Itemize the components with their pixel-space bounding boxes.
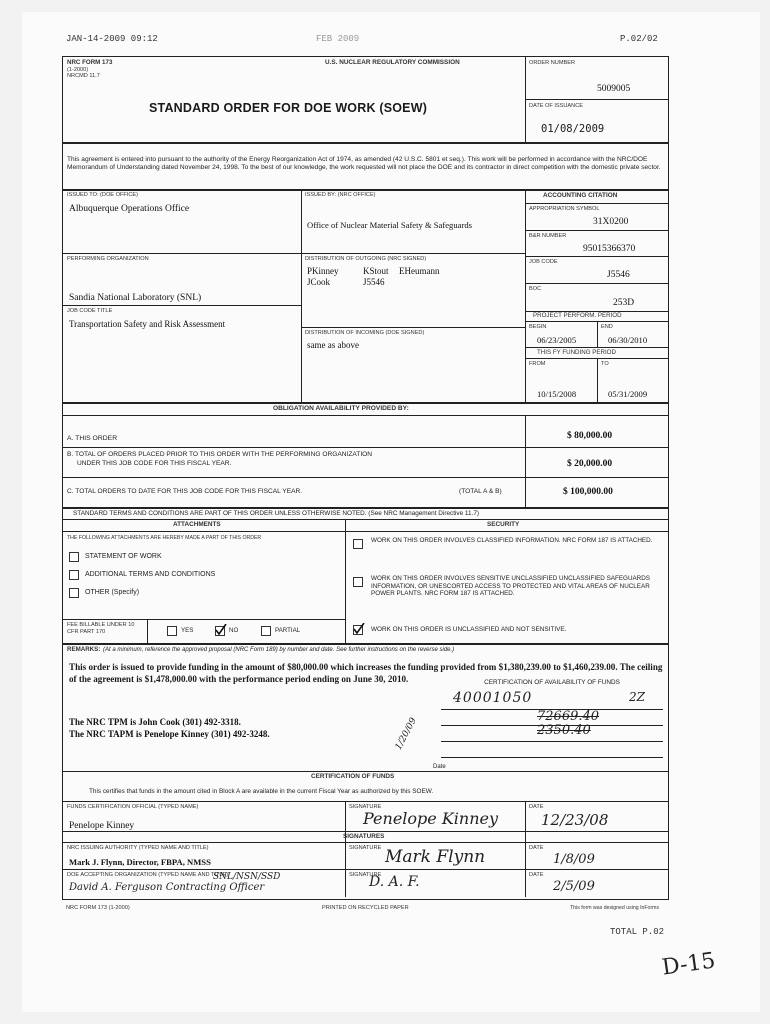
cert-text: This certifies that funds in the amount cited in Block A are available in the current Fiscal Year as authorized by this SOEW. [89,788,434,795]
stamp-date-label: Date [433,764,446,770]
obligation-heading: OBLIGATION AVAILABILITY PROVIDED BY: [273,405,409,412]
checkmark-icon [353,623,365,635]
cert-date-label: DATE [529,804,544,810]
stamp-amount-2: 2350.40 [537,723,591,738]
cert-date: 12/23/08 [541,811,609,829]
nrc-authority-label: NRC ISSUING AUTHORITY (TYPED NAME AND TITLE) [67,845,209,851]
issued-by-label: ISSUED BY: (NRC OFFICE) [305,192,376,198]
doe-signature: D. A. F. [369,874,420,890]
nrc-signature-label: SIGNATURE [349,845,382,851]
issuance-date-label: DATE OF ISSUANCE [529,103,583,109]
stamp-side-date: 1/20/09 [393,716,419,752]
nrc-date: 1/8/09 [553,852,595,867]
tapm-line: The NRC TAPM is Penelope Kinney (301) 492-3248. [69,729,270,739]
line-b-label-2: UNDER THIS JOB CODE FOR THIS FISCAL YEAR. [77,460,232,467]
doe-org: SNL/NSN/SSD [213,872,281,882]
issued-to: Albuquerque Operations Office [69,204,190,214]
stamp-code: 40001050 [453,690,533,706]
fee-partial-checkbox[interactable] [261,626,271,636]
tpm-line: The NRC TPM is John Cook (301) 492-3318. [69,717,241,727]
line-a-label: A. THIS ORDER [67,435,118,442]
dist-name-2: KStout [363,266,389,276]
dist-incoming: same as above [307,340,359,350]
footer-form-id: NRC FORM 173 (1-2000) [66,905,130,911]
dist-name-4: JCook [307,277,331,287]
order-number: 5009005 [597,84,631,94]
agency-name: U.S. NUCLEAR REGULATORY COMMISSION [325,59,460,66]
attach-sow-label: STATEMENT OF WORK [85,553,162,560]
fee-partial-label: PARTIAL [275,627,301,634]
issuance-date: 01/08/2009 [541,123,605,135]
cert-signature: Penelope Kinney [363,809,499,828]
job-title: Transportation Safety and Risk Assessment [69,319,226,329]
fee-yes-checkbox[interactable] [167,626,177,636]
nrc-signature: Mark Flynn [385,847,486,867]
line-b-amount: $ 20,000.00 [567,459,613,469]
project-begin: 06/23/2005 [537,335,577,345]
security-unclassified-checkbox[interactable] [353,625,363,635]
cert-heading: CERTIFICATION OF FUNDS [311,773,395,780]
line-c-amount: $ 100,000.00 [563,487,613,497]
attachments-heading: ATTACHMENTS [173,521,221,528]
funding-period-heading: THIS FY FUNDING PERIOD [537,349,616,356]
line-a-amount: $ 80,000.00 [567,431,613,441]
doe-org-label: DOE ACCEPTING ORGANIZATION (TYPED NAME AND TITLE) [67,872,229,878]
project-end: 06/30/2010 [608,335,648,345]
bfr-number: 95015366370 [583,244,636,254]
accounting-heading: ACCOUNTING CITATION [543,192,618,199]
fax-received-stamp: FEB 2009 [316,34,360,44]
issued-by: Office of Nuclear Material Safety & Safeguards [307,220,472,230]
form-title: STANDARD ORDER FOR DOE WORK (SOEW) [149,101,428,115]
doe-date: 2/5/09 [553,879,595,894]
appropriation-label: APPROPRIATION SYMBOL [529,206,600,212]
security-classified-label: WORK ON THIS ORDER INVOLVES CLASSIFIED INFORMATION. NRC FORM 187 IS ATTACHED. [371,537,653,544]
job-code: J5546 [607,270,630,280]
remarks-hint: (At a minimum, reference the approved proposal (NRC Form 189) by number and date. See further instructions on the reverse side.) [103,647,455,653]
fax-total-pages: TOTAL P.02 [610,927,665,937]
agreement-text: This agreement is entered into pursuant to the authority of the Energy Reorganization Act of 1974, as amended (42 U.S.C. 5801 et seq.). This work will be performed in accordance with the NRC/DOE Memorandum of Understanding dated November 24, 1998. To the best of our knowledge, the work requested will not place the DOE and its contractor in direct competition with the domestic private sector. [67,156,661,171]
funds-availability-stamp [393,679,663,779]
form-edition: (1-2000) [67,67,89,73]
security-sensitive-checkbox[interactable] [353,577,363,587]
attach-terms-label: ADDITIONAL TERMS AND CONDITIONS [85,571,216,578]
end-label: END [601,324,613,330]
checkmark-icon [215,624,227,636]
boc-label: BOC [529,286,542,292]
scanned-page [22,12,760,1012]
attach-sow-checkbox[interactable] [69,552,79,562]
funding-to: 05/31/2009 [608,389,648,399]
cert-official-label: FUNDS CERTIFICATION OFFICIAL (TYPED NAME) [67,804,199,810]
project-period-heading: PROJECT PERFORM. PERIOD [533,312,622,319]
boc-code: 253D [613,298,635,308]
fee-billable-label: FEE BILLABLE UNDER 10 CFR PART 170 [67,622,135,635]
appropriation-symbol: 31X0200 [593,217,629,227]
attach-terms-checkbox[interactable] [69,570,79,580]
footer-informs: This form was designed using InForms [570,905,660,911]
from-label: FROM [529,361,546,367]
signatures-heading: SIGNATURES [343,833,385,840]
line-b-label-1: B. TOTAL OF ORDERS PLACED PRIOR TO THIS ORDER WITH THE PERFORMING ORGANIZATION [67,451,373,458]
security-sensitive-label: WORK ON THIS ORDER INVOLVES SENSITIVE UNCLASSIFIED UNCLASSIFIED SAFEGUARDS INFORMATION, OR UNESCORTED ACCESS TO PROTECTED AND VITAL AREAS OF NUCLEAR POWER PLANTS. NRC FORM 187 IS ATTACHED. [371,575,650,597]
funding-from: 10/15/2008 [537,389,577,399]
stamp-amount-1: 72669.40 [537,709,600,724]
job-title-label: JOB CODE TITLE [67,308,113,314]
security-classified-checkbox[interactable] [353,539,363,549]
stamp-number: 2Z [629,690,645,704]
attach-other-label: OTHER (Specify) [85,589,140,596]
fee-no-checkbox[interactable] [215,626,225,636]
fax-page-count: P.02/02 [620,34,658,44]
begin-label: BEGIN [529,324,547,330]
page-mark: D-15 [660,948,717,981]
performing-org: Sandia National Laboratory (SNL) [69,293,202,303]
nrc-authority: Mark J. Flynn, Director, FBPA, NMSS [69,857,211,867]
doe-date-label: DATE [529,872,544,878]
bfr-label: B&R NUMBER [529,233,567,239]
form-number: NRC FORM 173 [67,59,113,66]
job-code-label: JOB CODE [529,259,558,265]
fax-timestamp: JAN-14-2009 09:12 [66,34,158,44]
footer-paper-note: PRINTED ON RECYCLED PAPER [322,905,409,911]
line-c-label: C. TOTAL ORDERS TO DATE FOR THIS JOB CODE FOR THIS FISCAL YEAR. [67,488,303,495]
cert-signature-label: SIGNATURE [349,804,382,810]
security-unclassified-label: WORK ON THIS ORDER IS UNCLASSIFIED AND NOT SENSITIVE. [371,626,567,633]
dist-name-3: EHeumann [399,266,440,276]
soew-form [62,56,669,900]
attachments-intro: THE FOLLOWING ATTACHMENTS ARE HEREBY MADE A PART OF THIS ORDER [67,535,262,541]
form-nrcmd: NRCMD 11.7 [67,73,100,79]
issued-to-label: ISSUED TO: (DOE OFFICE) [67,192,138,198]
line-c-total-label: (TOTAL A & B) [459,488,502,495]
attach-other-checkbox[interactable] [69,588,79,598]
fee-no-label: NO [229,627,239,634]
to-label: TO [601,361,609,367]
cert-official: Penelope Kinney [69,821,135,831]
security-heading: SECURITY [487,521,520,528]
standard-terms: STANDARD TERMS AND CONDITIONS ARE PART OF THIS ORDER UNLESS OTHERWISE NOTED. (See NRC Management Directive 11.7) [73,510,480,517]
dist-name-5: J5546 [363,277,385,287]
stamp-heading: CERTIFICATION OF AVAILABILITY OF FUNDS [484,679,620,686]
dist-incoming-label: DISTRIBUTION OF INCOMING (DOE SIGNED) [305,330,425,336]
nrc-date-label: DATE [529,845,544,851]
remarks-body: This order is issued to provide funding in the amount of $80,000.00 which increases the funding provided from $1,380,239.00 to $1,460,239.00. The ceiling of the agreement is $1,478,000.00 with the performance period ending on June 30, 2010. [69,662,663,684]
performing-org-label: PERFORMING ORGANIZATION [67,256,149,262]
dist-outgoing-label: DISTRIBUTION OF OUTGOING (NRC SIGNED) [305,256,427,262]
order-number-label: ORDER NUMBER [529,60,575,66]
dist-name-1: PKinney [307,266,339,276]
doe-officer: David A. Ferguson Contracting Officer [69,882,265,893]
doe-signature-label: SIGNATURE [349,872,382,878]
fee-yes-label: YES [181,627,194,634]
remarks-label: REMARKS: [67,646,101,653]
